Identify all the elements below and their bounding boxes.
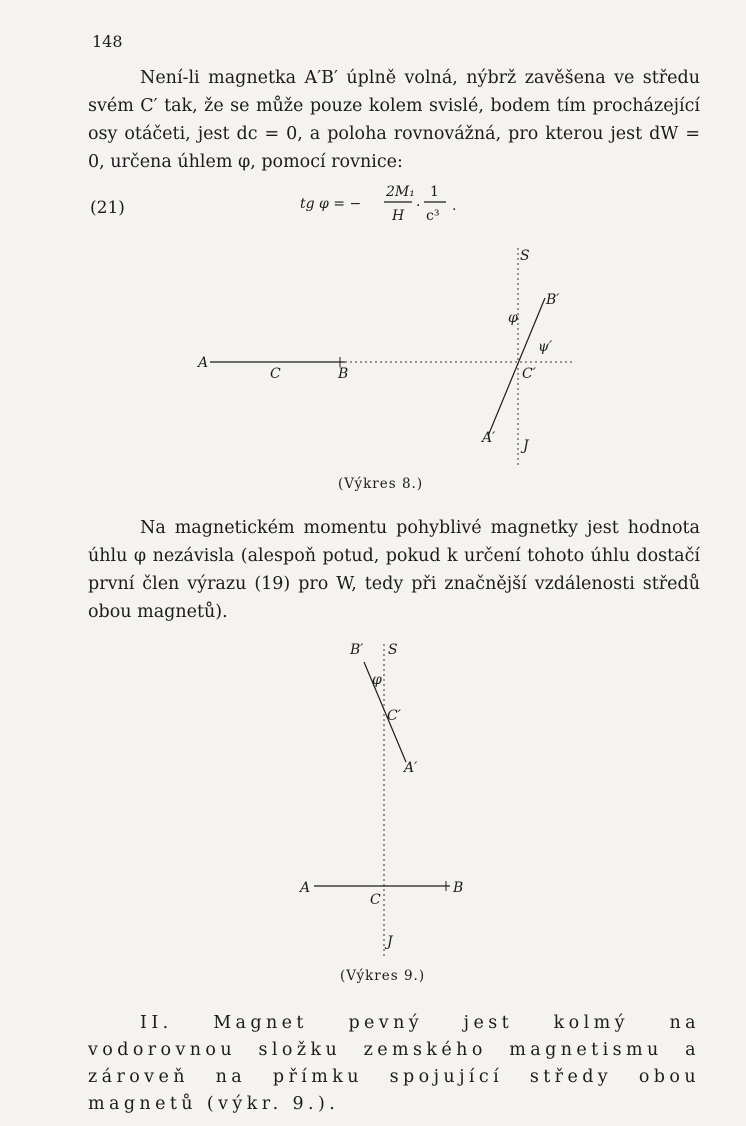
label-phi: φ (508, 310, 518, 326)
label-C-prime: C′ (522, 366, 536, 382)
eq-end: . (452, 198, 457, 214)
label-psi: ψ′ (538, 339, 553, 355)
label-S: S (388, 642, 398, 658)
eq-num2: 1 (430, 184, 439, 200)
label-J: J (523, 438, 529, 454)
label-B-prime: B′ (350, 642, 364, 658)
section-II (88, 1010, 700, 1118)
label-J: J (387, 934, 393, 950)
label-A: A (300, 880, 311, 896)
paragraph-2-text: Na magnetickém momentu pohyblivé magnetky jest hodnota úhlu φ nezávisla (alespoň potud, pokud k určení tohoto úhlu dostačí první člen výrazu (19) pro W, tedy při značnější vzdálenosti středů obou magnetů). (88, 518, 700, 622)
figure-9-caption: (Výkres 9.) (340, 968, 426, 984)
equation-21 (300, 178, 490, 228)
page-number: 148 (92, 32, 123, 51)
figure-9 (290, 632, 490, 960)
section-II-text: Magnet pevný jest kolmý na vodorovnou složku zemského magnetismu a zároveň na přímku spojující středy obou magnetů (výkr. 9.). (88, 1013, 701, 1114)
label-B: B (338, 366, 349, 382)
label-B-prime: B′ (546, 292, 560, 308)
eq-den1: H (392, 208, 405, 224)
eq-den2: c³ (426, 208, 440, 224)
label-A: A (198, 355, 209, 371)
paragraph-2 (88, 514, 700, 626)
eq-num1: 2M₁ (386, 184, 415, 200)
eq-lhs: tg φ = − (300, 196, 362, 212)
label-A-prime: A′ (404, 760, 418, 776)
label-C-prime: C′ (387, 708, 401, 724)
label-phi: φ (372, 672, 382, 688)
section-II-label: II. (140, 1013, 173, 1033)
eq-dot: · (416, 198, 421, 214)
figure-8 (190, 238, 610, 470)
equation-number: (21) (90, 198, 125, 218)
label-S: S (520, 248, 530, 264)
figure-8-caption: (Výkres 8.) (338, 476, 424, 492)
label-A-prime: A′ (482, 430, 496, 446)
label-C: C (270, 366, 281, 382)
paragraph-1 (88, 64, 700, 176)
paragraph-1-text: Není-li magnetka A′B′ úplně volná, nýbrž zavěšena ve středu svém C′ tak, že se může pouze kolem svislé, bodem tím procházející osy otáčeti, jest dc = 0, a poloha rovnovážná, pro kterou jest dW = 0, určena úhlem φ, pomocí rovnice: (88, 68, 700, 172)
label-B: B (453, 880, 464, 896)
label-C: C (370, 892, 381, 908)
